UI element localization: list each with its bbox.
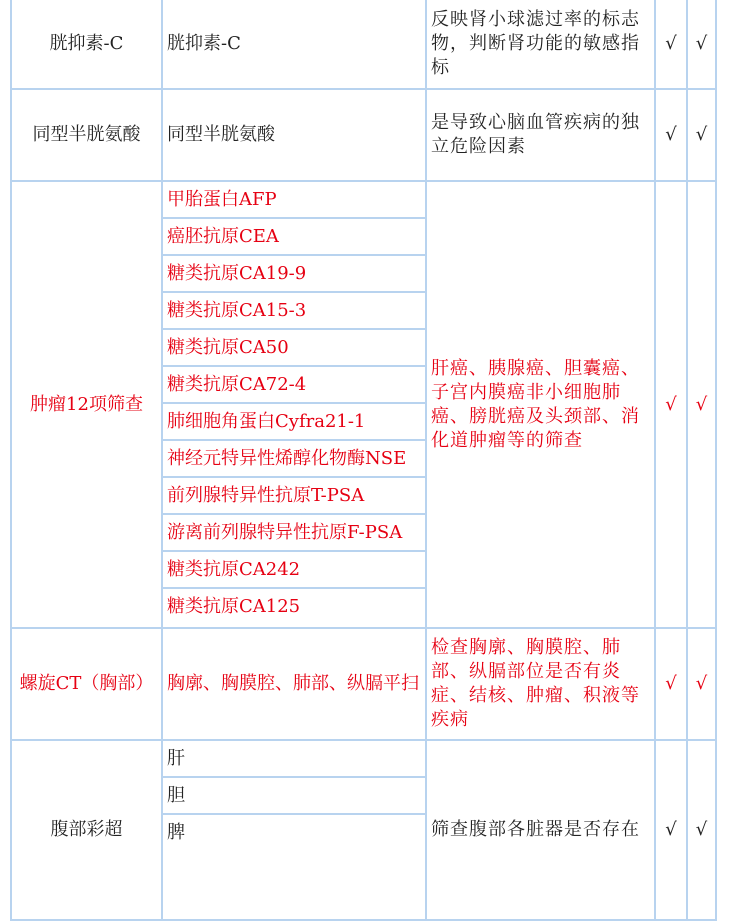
check-mark: √ bbox=[688, 182, 717, 629]
sub-test: 糖类抗原CA125 bbox=[167, 596, 301, 617]
sub-test: 前列腺特异性抗原T-PSA bbox=[167, 485, 365, 506]
check-mark: √ bbox=[656, 741, 688, 921]
sub-test: 糖类抗原CA242 bbox=[167, 559, 301, 580]
item-name: 螺旋CT（胸部） bbox=[10, 629, 163, 741]
sub-test-list bbox=[163, 182, 427, 629]
sub-test: 糖类抗原CA50 bbox=[167, 337, 289, 358]
table-row bbox=[10, 0, 717, 90]
sub-test: 糖类抗原CA19-9 bbox=[167, 263, 307, 284]
sub-test: 游离前列腺特异性抗原F-PSA bbox=[167, 522, 403, 543]
sub-test: 胆 bbox=[167, 785, 185, 806]
table-row bbox=[10, 182, 717, 629]
item-name: 同型半胱氨酸 bbox=[10, 90, 163, 182]
table-row bbox=[10, 90, 717, 182]
item-name: 肿瘤12项筛查 bbox=[10, 182, 163, 629]
item-name: 腹部彩超 bbox=[10, 741, 163, 921]
item-name: 胱抑素-C bbox=[10, 0, 163, 90]
sub-test: 肝 bbox=[167, 748, 185, 769]
check-mark: √ bbox=[688, 629, 717, 741]
test-description: 反映肾小球滤过率的标志物，判断肾功能的敏感指标 bbox=[427, 0, 656, 90]
sub-test: 肺细胞角蛋白Cyfra21-1 bbox=[167, 411, 366, 432]
test-description: 是导致心脑血管疾病的独立危险因素 bbox=[427, 90, 656, 182]
check-mark: √ bbox=[656, 182, 688, 629]
test-description: 肝癌、胰腺癌、胆囊癌、子宫内膜癌非小细胞肺癌、膀胱癌及头颈部、消化道肿瘤等的筛查 bbox=[427, 182, 656, 629]
check-mark: √ bbox=[688, 90, 717, 182]
check-mark: √ bbox=[688, 0, 717, 90]
sub-test: 神经元特异性烯醇化物酶NSE bbox=[167, 448, 407, 469]
sub-test: 癌胚抗原CEA bbox=[167, 226, 279, 247]
sub-test: 糖类抗原CA15-3 bbox=[167, 300, 307, 321]
check-mark: √ bbox=[656, 629, 688, 741]
check-mark: √ bbox=[656, 90, 688, 182]
test-description: 筛查腹部各脏器是否存在 bbox=[427, 741, 656, 921]
table-row bbox=[10, 741, 717, 921]
test-description: 检查胸廓、胸膜腔、肺部、纵膈部位是否有炎症、结核、肿瘤、积液等疾病 bbox=[427, 629, 656, 741]
check-mark: √ bbox=[656, 0, 688, 90]
sub-test-list bbox=[163, 741, 427, 921]
table-row bbox=[10, 629, 717, 741]
checkup-table bbox=[10, 0, 717, 921]
test-name: 胸廓、胸膜腔、肺部、纵膈平扫 bbox=[163, 629, 427, 741]
check-mark: √ bbox=[688, 741, 717, 921]
sub-test: 甲胎蛋白AFP bbox=[167, 189, 277, 210]
test-name: 胱抑素-C bbox=[163, 0, 427, 90]
sub-test: 糖类抗原CA72-4 bbox=[167, 374, 307, 395]
test-name: 同型半胱氨酸 bbox=[163, 90, 427, 182]
sub-test: 脾 bbox=[167, 822, 185, 843]
